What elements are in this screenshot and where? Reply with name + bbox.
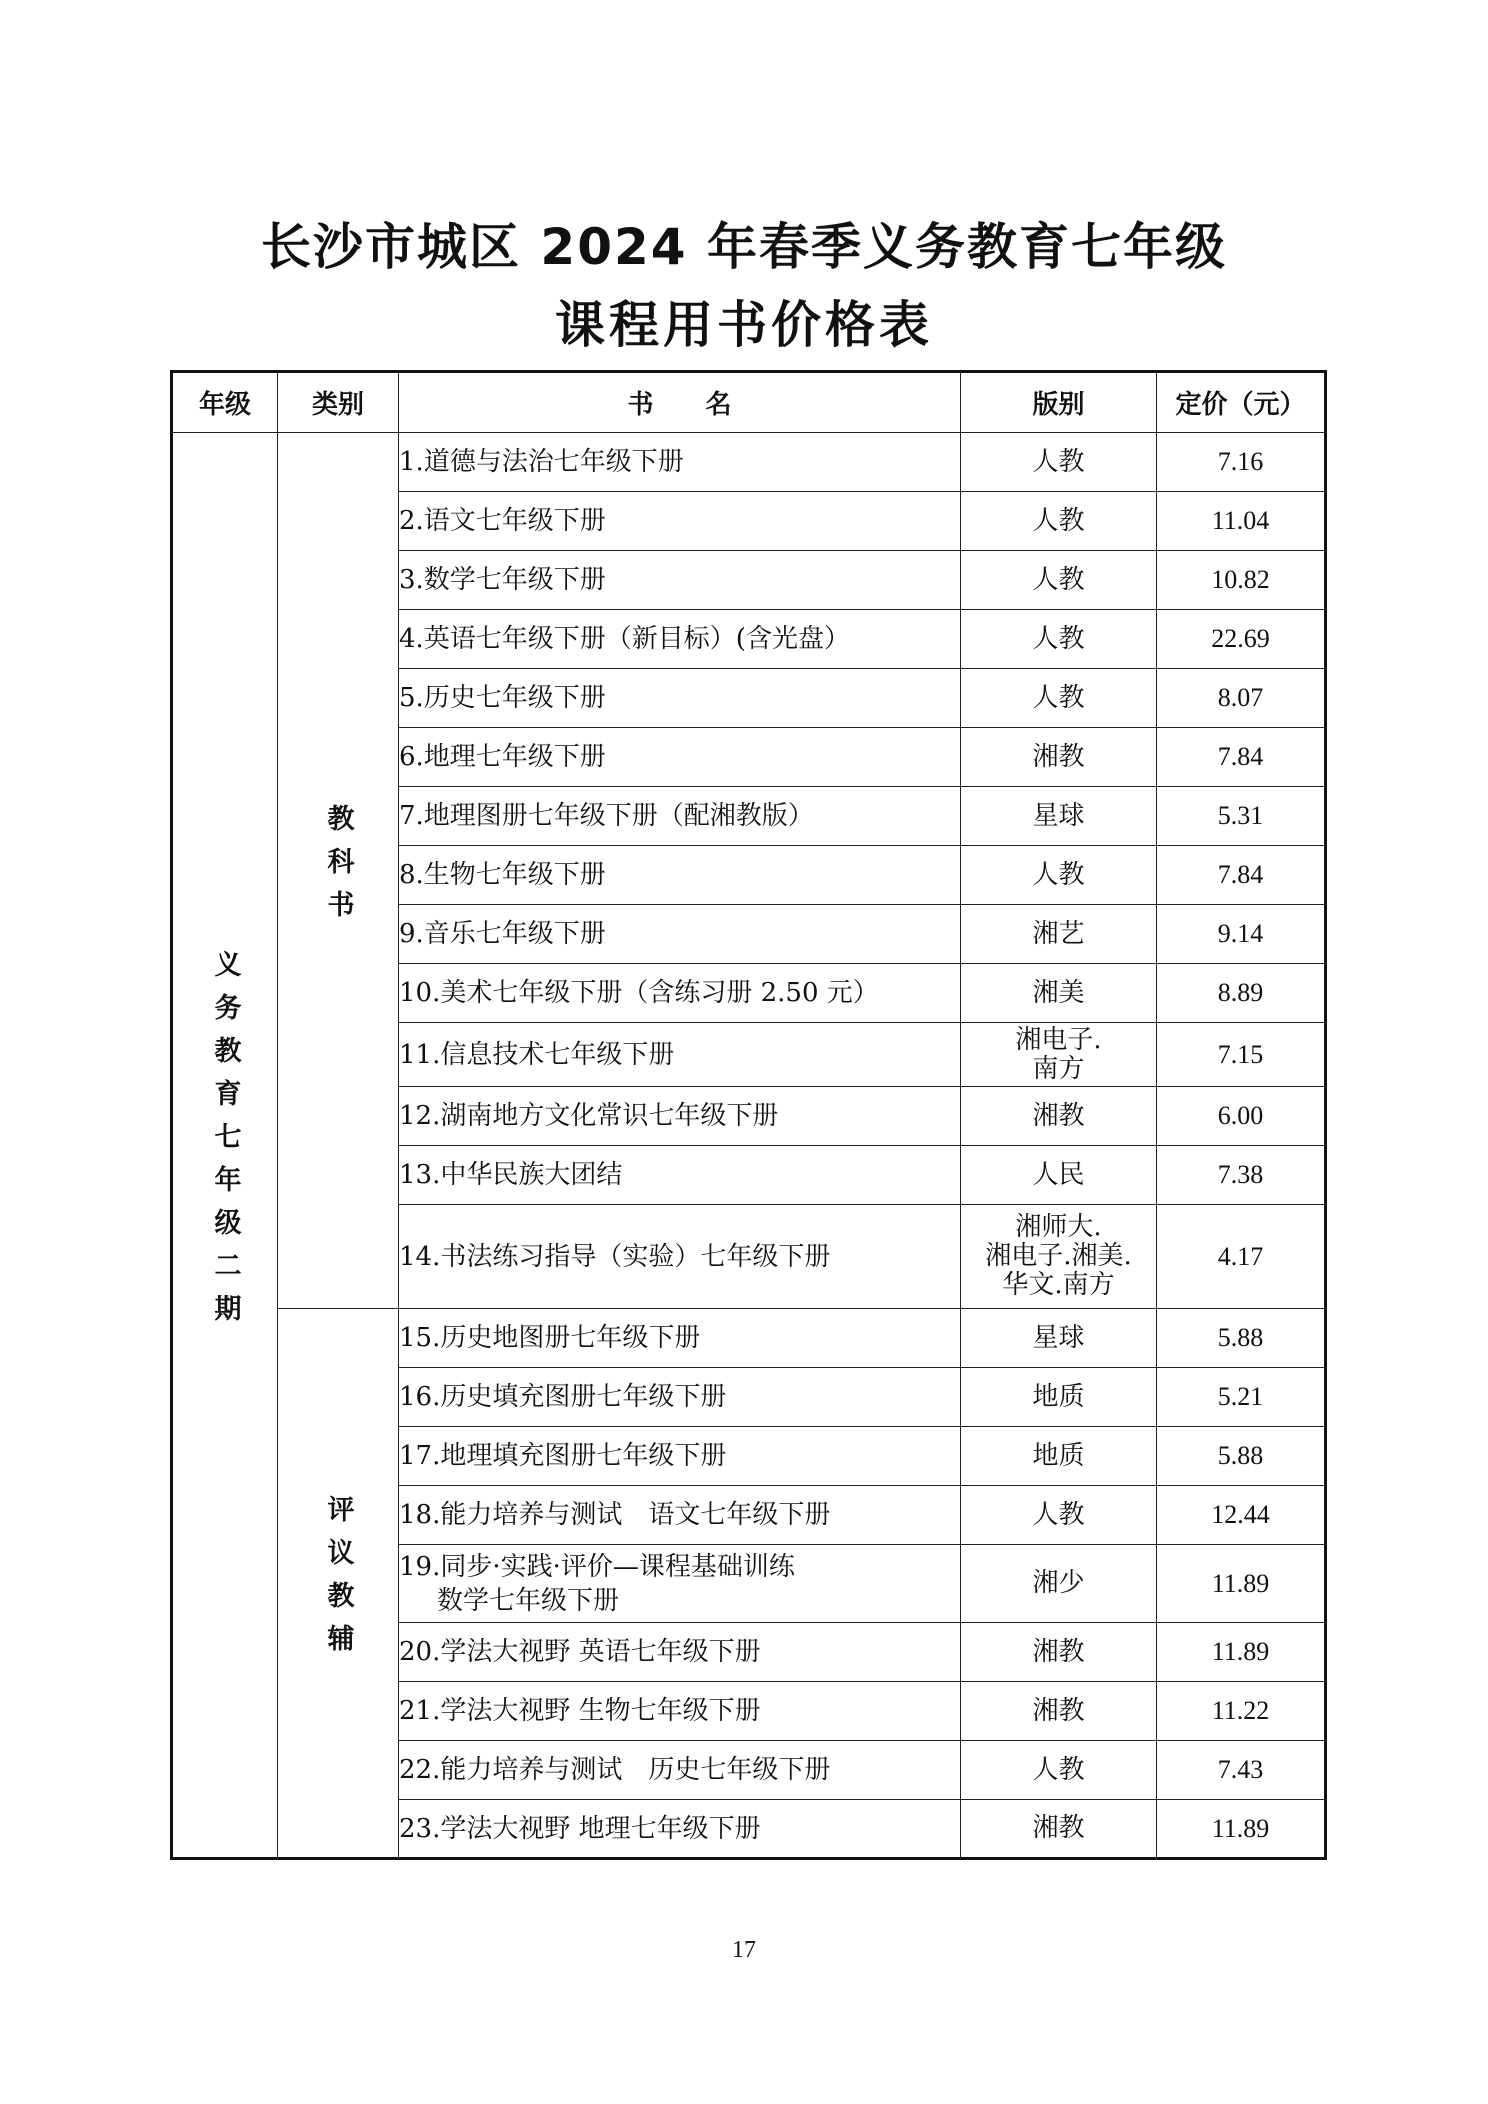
category-supplementary-label: 评议教辅 bbox=[322, 1495, 354, 1667]
book-name-cell bbox=[399, 787, 961, 846]
book-name: 17.地理填充图册七年级下册 bbox=[399, 1441, 727, 1471]
book-name-cell bbox=[399, 1146, 961, 1205]
edition-cell: 人教 bbox=[961, 1741, 1157, 1800]
edition-cell: 人教 bbox=[961, 492, 1157, 551]
book-name-cell bbox=[399, 1682, 961, 1741]
book-name-cell bbox=[399, 551, 961, 610]
book-name-cell bbox=[399, 1800, 961, 1859]
edition-cell: 湘电子. 南方 bbox=[961, 1023, 1157, 1087]
book-name-cell bbox=[399, 964, 961, 1023]
price-cell: 11.89 bbox=[1157, 1800, 1326, 1859]
price-cell: 11.89 bbox=[1157, 1545, 1326, 1623]
price-cell: 8.07 bbox=[1157, 669, 1326, 728]
edition-cell: 人民 bbox=[961, 1146, 1157, 1205]
price-cell: 7.38 bbox=[1157, 1146, 1326, 1205]
edition-cell: 湘教 bbox=[961, 1623, 1157, 1682]
table-row bbox=[172, 1309, 1326, 1368]
price-cell: 12.44 bbox=[1157, 1486, 1326, 1545]
edition-cell: 地质 bbox=[961, 1368, 1157, 1427]
book-name: 16.历史填充图册七年级下册 bbox=[399, 1382, 727, 1412]
book-name-cell bbox=[399, 1486, 961, 1545]
edition-cell: 湘艺 bbox=[961, 905, 1157, 964]
price-cell: 7.16 bbox=[1157, 433, 1326, 492]
grade-cell bbox=[172, 433, 278, 1859]
price-cell: 8.89 bbox=[1157, 964, 1326, 1023]
book-name: 21.学法大视野 生物七年级下册 bbox=[399, 1696, 761, 1726]
price-cell: 4.17 bbox=[1157, 1205, 1326, 1309]
table-header-row bbox=[172, 372, 1326, 433]
book-name: 6.地理七年级下册 bbox=[399, 742, 606, 772]
edition-cell: 人教 bbox=[961, 1486, 1157, 1545]
book-name-cell bbox=[399, 1427, 961, 1486]
book-name: 18.能力培养与测试 语文七年级下册 bbox=[399, 1500, 831, 1530]
book-name-cell bbox=[399, 1023, 961, 1087]
book-name: 2.语文七年级下册 bbox=[399, 506, 606, 536]
header-grade: 年级 bbox=[172, 372, 278, 433]
book-name-cell bbox=[399, 1741, 961, 1800]
edition-cell: 湘美 bbox=[961, 964, 1157, 1023]
book-name-cell bbox=[399, 1205, 961, 1309]
edition-cell: 湘教 bbox=[961, 1087, 1157, 1146]
price-cell: 5.21 bbox=[1157, 1368, 1326, 1427]
price-table bbox=[170, 370, 1327, 1860]
category-textbook-cell bbox=[278, 433, 399, 1309]
book-name-cell bbox=[399, 1368, 961, 1427]
edition-cell: 湘少 bbox=[961, 1545, 1157, 1623]
table-row bbox=[172, 433, 1326, 492]
edition-cell: 地质 bbox=[961, 1427, 1157, 1486]
book-name-cell bbox=[399, 492, 961, 551]
page-title-line2: 课程用书价格表 bbox=[555, 296, 933, 354]
book-name: 9.音乐七年级下册 bbox=[399, 919, 606, 949]
book-name: 7.地理图册七年级下册（配湘教版） bbox=[399, 801, 814, 831]
price-cell: 5.31 bbox=[1157, 787, 1326, 846]
price-cell: 11.89 bbox=[1157, 1623, 1326, 1682]
edition-cell: 星球 bbox=[961, 787, 1157, 846]
edition-cell: 人教 bbox=[961, 846, 1157, 905]
book-name: 10.美术七年级下册（含练习册 2.50 元） bbox=[399, 978, 879, 1008]
header-book-name: 书 名 bbox=[399, 372, 961, 433]
book-name: 8.生物七年级下册 bbox=[399, 860, 606, 890]
book-name-cell bbox=[399, 728, 961, 787]
edition-cell: 湘教 bbox=[961, 1682, 1157, 1741]
edition-cell: 湘教 bbox=[961, 728, 1157, 787]
book-name-cell bbox=[399, 610, 961, 669]
book-name-cell bbox=[399, 669, 961, 728]
book-name-cell bbox=[399, 905, 961, 964]
book-name: 13.中华民族大团结 bbox=[399, 1160, 623, 1190]
book-name: 3.数学七年级下册 bbox=[399, 565, 606, 595]
price-cell: 7.84 bbox=[1157, 846, 1326, 905]
book-name-cell bbox=[399, 1545, 961, 1623]
price-cell: 7.43 bbox=[1157, 1741, 1326, 1800]
book-name-cell bbox=[399, 1309, 961, 1368]
book-name: 23.学法大视野 地理七年级下册 bbox=[399, 1813, 761, 1844]
book-name: 20.学法大视野 英语七年级下册 bbox=[399, 1637, 761, 1667]
header-price: 定价（元） bbox=[1157, 372, 1326, 433]
book-name: 12.湖南地方文化常识七年级下册 bbox=[399, 1101, 779, 1131]
price-cell: 10.82 bbox=[1157, 551, 1326, 610]
category-textbook-label: 教科书 bbox=[322, 804, 354, 933]
price-cell: 22.69 bbox=[1157, 610, 1326, 669]
header-category: 类别 bbox=[278, 372, 399, 433]
price-cell: 5.88 bbox=[1157, 1309, 1326, 1368]
book-name: 22.能力培养与测试 历史七年级下册 bbox=[399, 1755, 831, 1785]
book-name: 15.历史地图册七年级下册 bbox=[399, 1323, 701, 1353]
edition-cell: 湘教 bbox=[961, 1800, 1157, 1859]
book-name: 11.信息技术七年级下册 bbox=[399, 1039, 675, 1070]
page-number: 17 bbox=[732, 1937, 756, 1963]
edition-cell: 人教 bbox=[961, 610, 1157, 669]
price-cell: 11.22 bbox=[1157, 1682, 1326, 1741]
price-cell: 6.00 bbox=[1157, 1087, 1326, 1146]
grade-label: 义务教育七年级二期 bbox=[209, 949, 241, 1337]
price-cell: 5.88 bbox=[1157, 1427, 1326, 1486]
page-title-line1: 长沙市城区 2024 年春季义务教育七年级 bbox=[261, 218, 1227, 276]
book-name: 19.同步·实践·评价—课程基础训练 bbox=[399, 1551, 795, 1582]
price-cell: 7.84 bbox=[1157, 728, 1326, 787]
book-name-line2: 数学七年级下册 bbox=[437, 1585, 620, 1616]
book-name: 4.英语七年级下册（新目标）(含光盘） bbox=[399, 624, 850, 654]
book-name-cell bbox=[399, 1623, 961, 1682]
book-name: 14.书法练习指导（实验）七年级下册 bbox=[399, 1241, 831, 1272]
book-name-cell bbox=[399, 846, 961, 905]
book-name: 5.历史七年级下册 bbox=[399, 683, 606, 713]
category-supplementary-cell bbox=[278, 1309, 399, 1859]
edition-cell: 湘师大. 湘电子.湘美. 华文.南方 bbox=[961, 1205, 1157, 1309]
edition-cell: 人教 bbox=[961, 669, 1157, 728]
book-name-cell bbox=[399, 1087, 961, 1146]
header-edition: 版别 bbox=[961, 372, 1157, 433]
edition-cell: 星球 bbox=[961, 1309, 1157, 1368]
price-cell: 11.04 bbox=[1157, 492, 1326, 551]
edition-cell: 人教 bbox=[961, 551, 1157, 610]
book-name: 1.道德与法治七年级下册 bbox=[399, 447, 684, 477]
price-cell: 9.14 bbox=[1157, 905, 1326, 964]
price-cell: 7.15 bbox=[1157, 1023, 1326, 1087]
book-name-cell bbox=[399, 433, 961, 492]
edition-cell: 人教 bbox=[961, 433, 1157, 492]
